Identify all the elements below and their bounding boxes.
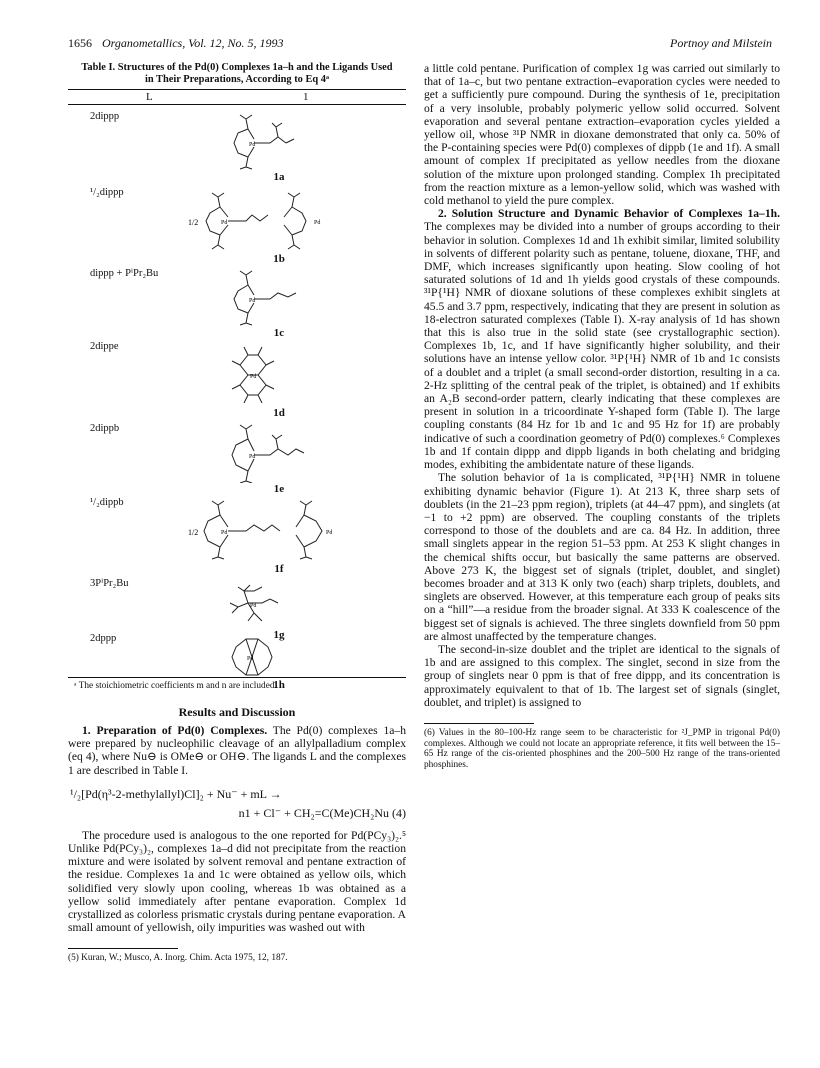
running-header [68,36,772,54]
section-heading: Results and Discussion [178,705,296,719]
paragraph-preparation [68,724,406,777]
footnote-rule [424,723,534,724]
paragraph-1a-behavior: The solution behavior of 1a is complicated, ³¹P{¹H} NMR in toluene exhibiting dynamic behavior (Figure 1). At 213 K, three sharp sets of doublets (in the 21–23 ppm region), triplets (at 44–47 ppm), and singlets (at −1 to +2 ppm) are observed. The coupling constants of the triplets correspond to those of the doublets and are ca. 84 Hz. In addition, three small singlets appear in the region 51–53 ppm. At 253 K slight changes in the chemical shifts occur, but basically the same patterns are observed. Above 273 K, the biggest set of signals (triplet, doublet, and singlet) becomes broader and at 313 K only two (each) sharp triplets, doublets, and singlets are observed. However, at this temperature each group of peaks sits on a “hill”—a residue from the broader signal. At 333 K coalescence of the biggest set of signals is achieved. The three singlets downfield from 50 ppm are almost unaffected by the temperature changes. [424,471,780,643]
svg-text:Pd: Pd [249,298,256,304]
subsection-heading: 2. Solution Structure and Dynamic Behavior of Complexes 1a–1h. [438,207,780,221]
footnote-6: (6) Values in the 80–100-Hz range seem to be characteristic for ²J_PMP in trigonal Pd(0) complexes. Although we could not locate an appropriate reference, it fits well between the 15–65 Hz range of the cis-oriented phosphines and the 200–500 Hz range of the trans-oriented phosphines. [424,727,780,770]
structure-drawing-1a [218,111,328,171]
ligand-cell: 2dippp [90,111,120,122]
complex-label: 1d [273,407,285,419]
svg-text:Pd: Pd [314,220,321,226]
table-footnote: ᵃ The stoichiometric coefficients m and n are included. [74,681,277,691]
subsection-heading: 1. Preparation of Pd(0) Complexes. [82,724,268,737]
journal-citation: Organometallics, Vol. 12, No. 5, 1993 [102,36,284,50]
column-header-complex: 1 [303,91,309,103]
ligand-cell: 2dippe [90,341,119,352]
svg-text:Pd: Pd [250,603,257,609]
ligand-cell: ¹/₂dippb [90,497,124,508]
author-names: Portnoy and Milstein [670,36,772,50]
paragraph-solution-structure [424,207,780,471]
footnote-rule [68,948,178,949]
paragraph-procedure: The procedure used is analogous to the one reported for Pd(PCy₃)₂.⁵ Unlike Pd(PCy₃)₂, complexes 1a–d did not precipitate from the reaction mixture and were isolated by solvent removal and pentane extraction of the residue. Complexes 1a and 1c were obtained as yellow oils, which solidified very slowly upon cooling, whereas 1b was obtained as a yellow solid immediately after pentane evaporation. Complex 1d crystallized as colorless prismatic crystals during pentane evaporation. A small amount of yellowish, oily impurities was washed out with [68,828,406,935]
svg-text:Pd: Pd [250,374,257,380]
svg-text:Pd: Pd [221,220,228,226]
svg-text:1/2: 1/2 [188,218,199,227]
complex-label: 1b [273,253,285,265]
table-header [68,90,406,104]
structure-drawing-1b [180,187,340,253]
equation-4-line2: n1 + Cl⁻ + CH₂=C(Me)CH₂Nu (4) [238,805,406,820]
column-header-ligand: L [146,91,153,103]
structure-drawing-1f [180,497,350,563]
footnote-5: (5) Kuran, W.; Musco, A. Inorg. Chim. Acta 1975, 12, 187. [68,953,288,964]
right-column [424,62,780,770]
ligand-cell: 3PⁱPr₂Bu [90,578,129,589]
page-number: 1656 [68,36,92,50]
ligand-cell: 2dppp [90,633,117,644]
structure-drawing-1h [218,633,318,685]
structure-drawing-1c [218,267,318,327]
structure-drawing-1g [218,577,318,633]
ligand-cell: 2dippb [90,423,120,434]
svg-text:Pd: Pd [247,656,254,662]
structure-drawing-1d [218,341,318,409]
ligand-cell: dippp + PⁱPr₂Bu [90,268,159,279]
svg-text:1/2: 1/2 [188,528,199,537]
svg-text:Pd: Pd [326,530,333,536]
paragraph-text: The complexes may be divided into a number of groups according to their behavior in solution. Complexes 1d and 1h exhibit similar, limited solubility in solvents of different polarity such as pentane, toluene, dioxane, THF, and DMF, which increases significantly upon heating. Slow cooling of hot saturated solutions of 1d and 1h yields good crystals of these compounds. ³¹P{¹H} NMR of dioxane solutions of these complexes exhibit singlets at 45.5 and 3.7 ppm, respectively, indicating that they are present in solution as 18-electron saturated complexes (Table I). X-ray analysis of 1d has shown that this is also true in the solid state (see crystallographic section). Complexes 1b, 1c, and 1f have significantly higher solubility, and their solutions have an intense yellow color. ³¹P{¹H} NMR of 1b and 1c consists of a doublet and a triplet (a small second-order distortion, resulting in a ca. 2-Hz splitting of the central peak of the triplet, is obtained) and 1f exhibits an A₂B second-order pattern, clearly indicating that these complexes are present in solution in a tricoordinate Y-shaped form (Table I). The large coupling constants (84 Hz for 1b and 1c and 95 Hz for 1f) are probably indicative of such a coordination geometry of Pd(0) complexes.⁶ Complexes 1b and 1f contain dippp and dippb ligands in both chelating and bridging modes, exhibiting the ambidentate nature of these ligands. [424,220,780,472]
complex-label: 1f [274,563,284,575]
paragraph-assignment: The second-in-size doublet and the triplet are identical to the signals of 1b and are assigned to this complex. The singlet, second in size from the group of singlets near 0 ppm is that of free dippp, and its concentration is approximately equivalent to that of 1b. The largest set of signals (singlet, doublet, and triplet) is assigned to [424,642,780,709]
left-column [68,62,406,964]
equation-4-line1: ¹/₂[Pd(η³-2-methylallyl)Cl]₂ + Nu⁻ + mL → [70,786,282,801]
complex-label: 1h [273,679,285,691]
paragraph-text: The Pd(0) complexes 1a–h were prepared by nucleophilic cleavage of an allylpalladium complex (eq 4), where Nu⊖ is OMe⊖ or OH⊖. The ligands L and the complexes 1 are described in Table I. [68,724,406,777]
ligand-cell: ¹/₂dippp [90,187,124,198]
svg-text:Pd: Pd [249,142,256,148]
table-1 [68,62,406,691]
complex-label: 1c [273,327,285,339]
paragraph-purification: a little cold pentane. Purification of complex 1g was carried out similarly to that of 1a–c, but two pentane extraction–evaporation cycles were needed to get a sufficiently pure compound. During the synthesis of 1e, precipitation of a very insoluble, probably polymeric yellow solid occurred. Solvent evaporation and several pentane extraction–evaporation cycles yielded a yellow oil, whose ³¹P NMR in dioxane demonstrated that only ca. 50% of the P-containing species were Pd(0) complexes of dippb (1e and 1f). A small amount of complex 1f precipitated as yellow needles from the dioxane solution of the mixture upon prolonged standing. Complex 1h precipitated from the reaction mixture as a lemon-yellow solid, which was washed with cold methanol to yield the pure complex. [424,62,780,208]
table-caption: Table I. Structures of the Pd(0) Complexes 1a–h and the Ligands Used in Their Preparations, According to Eq 4ᵃ [81,62,393,85]
svg-text:Pd: Pd [221,530,228,536]
complex-label: 1a [273,171,285,183]
svg-text:Pd: Pd [249,454,256,460]
structure-drawing-1e [218,423,328,483]
complex-label: 1g [273,629,285,641]
complex-label: 1e [273,483,285,495]
